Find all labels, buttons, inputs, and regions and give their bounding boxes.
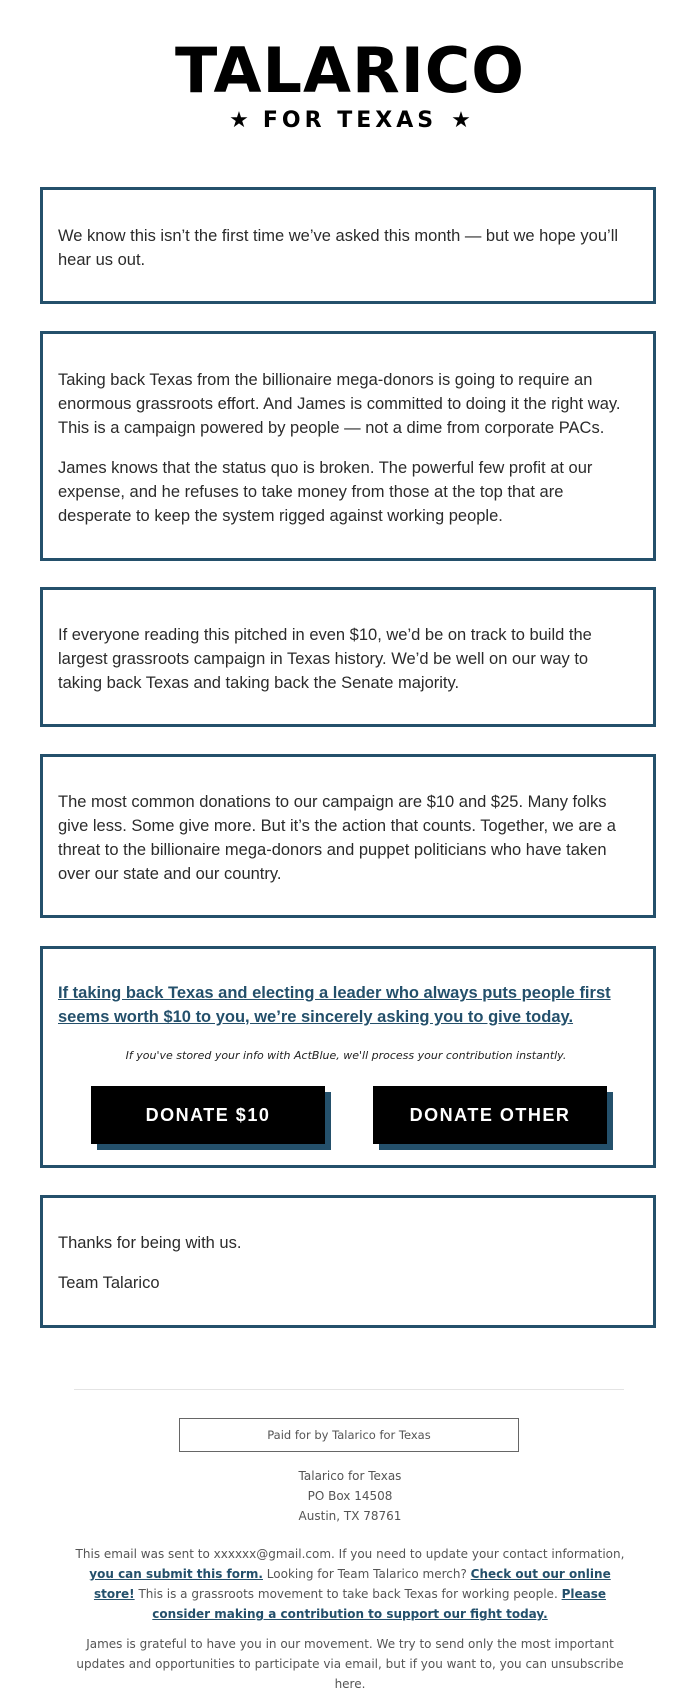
donations-text: The most common donations to our campaign are $10 and $25. Many folks give less. Some give more. But it’s the action that counts. Together, we are a threat to the billionaire mega-donors and puppet politicians who have taken over our state and our country. — [58, 793, 616, 883]
footer-contact-text — [70, 1544, 630, 1624]
submit-form-link[interactable]: you can submit this form. — [89, 1567, 263, 1581]
mailing-address — [0, 1466, 700, 1526]
donate-10-button[interactable]: DONATE $10 — [91, 1086, 325, 1144]
address-name: Talarico for Texas — [298, 1469, 402, 1483]
merch-text: Looking for Team Talarico merch? — [266, 1567, 467, 1581]
donate-10-button-wrap — [91, 1086, 331, 1150]
footer-divider — [74, 1389, 624, 1390]
sent-to-text: This email was sent to xxxxxx@gmail.com. If you need to update your contact information, — [75, 1547, 625, 1561]
star-icon: ★ — [229, 108, 249, 133]
donate-other-button-wrap — [373, 1086, 613, 1150]
logo-subtitle — [0, 108, 700, 133]
grassroots-paragraph-2: James knows that the status quo is broken. The powerful few profit at our expense, and he refuses to take money from those at the top that are desperate to keep the system rigged against working people. — [58, 459, 593, 525]
contribute-link[interactable]: Please consider making a contribution to support our fight today. — [152, 1587, 607, 1621]
closing-signature: Team Talarico — [58, 1274, 160, 1292]
movement-text: This is a grassroots movement to take back Texas for working people. — [138, 1587, 558, 1601]
paid-for-disclaimer: Paid for by Talarico for Texas — [179, 1418, 519, 1452]
logo-subtitle-text: FOR TEXAS — [262, 108, 438, 133]
intro-card — [40, 187, 656, 304]
online-store-link[interactable]: Check out our online store! — [93, 1567, 611, 1601]
pitch-text: If everyone reading this pitched in even $10, we’d be on track to build the largest grassroots campaign in Texas history. We’d be well on our way to taking back Texas and taking back the Senate majority. — [58, 626, 592, 692]
pitch-card — [40, 587, 656, 727]
logo — [0, 34, 700, 133]
donate-ask-link[interactable]: If taking back Texas and electing a leader who always puts people first seems worth $10 to you, we’re sincerely asking you to give today. — [58, 984, 611, 1026]
intro-text: We know this isn’t the first time we’ve asked this month — but we hope you’ll hear us out. — [58, 227, 619, 269]
donate-card — [40, 946, 656, 1168]
footer-unsubscribe-text[interactable]: James is grateful to have you in our movement. We try to send only the most important updates and opportunities to participate via email, but if you want to, you can unsubscribe here. — [76, 1637, 624, 1691]
logo-title: TALARICO — [175, 34, 525, 107]
grassroots-card — [40, 331, 656, 561]
donations-card — [40, 754, 656, 918]
actblue-note: If you've stored your info with ActBlue, we'll process your contribution instantly. — [125, 1049, 567, 1062]
closing-card — [40, 1195, 656, 1328]
grassroots-paragraph-1: Taking back Texas from the billionaire mega-donors is going to require an enormous grassroots effort. And James is committed to doing it the right way. This is a campaign powered by people — not a dime from corporate PACs. — [58, 371, 621, 437]
donate-other-button[interactable]: DONATE OTHER — [373, 1086, 607, 1144]
star-icon: ★ — [451, 108, 471, 133]
address-city: Austin, TX 78761 — [298, 1509, 402, 1523]
address-po-box: PO Box 14508 — [307, 1489, 393, 1503]
closing-thanks: Thanks for being with us. — [58, 1234, 242, 1252]
